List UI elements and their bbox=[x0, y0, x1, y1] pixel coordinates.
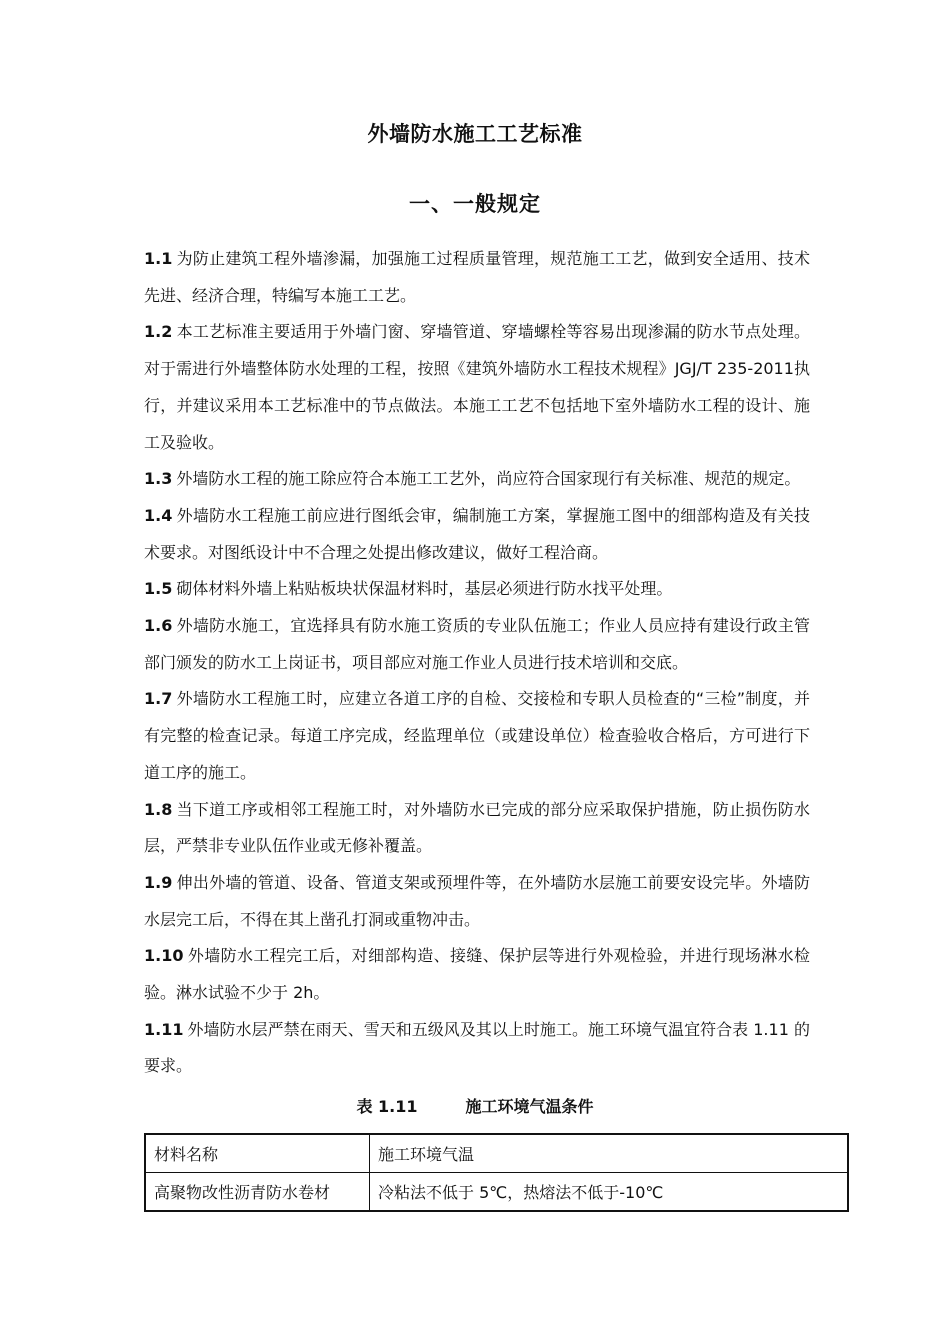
clause-number: 1.9 bbox=[144, 872, 173, 892]
clause-1-1 bbox=[144, 241, 810, 314]
clause-text: 外墙防水施工，宜选择具有防水施工资质的专业队伍施工；作业人员应持有建设行政主管部门颁发的防水工上岗证书，项目部应对施工作业人员进行技术培训和交底。 bbox=[144, 616, 810, 672]
document-title: 外墙防水施工工艺标准 bbox=[367, 122, 583, 146]
table-header-cell: 施工环境气温 bbox=[370, 1134, 849, 1173]
clause-number: 1.10 bbox=[144, 946, 184, 966]
clause-text: 伸出外墙的管道、设备、管道支架或预埋件等，在外墙防水层施工前要安设完毕。外墙防水层完工后，不得在其上凿孔打洞或重物冲击。 bbox=[144, 872, 810, 929]
construction-temperature-table bbox=[144, 1133, 849, 1212]
clause-number: 1.7 bbox=[144, 689, 173, 709]
table-caption bbox=[0, 1094, 950, 1117]
clause-1-7 bbox=[144, 681, 810, 791]
clause-1-9 bbox=[144, 865, 810, 938]
clause-text: 外墙防水工程施工前应进行图纸会审，编制施工方案，掌握施工图中的细部构造及有关技术要求。对图纸设计中不合理之处提出修改建议，做好工程洽商。 bbox=[144, 505, 810, 562]
clause-text: 外墙防水工程完工后，对细部构造、接缝、保护层等进行外观检验，并进行现场淋水检验。淋水试验不少于 2h。 bbox=[144, 946, 810, 1003]
table-caption-number: 表 1.11 bbox=[356, 1097, 418, 1116]
table-caption-title: 施工环境气温条件 bbox=[465, 1097, 594, 1116]
table-cell: 高聚物改性沥青防水卷材 bbox=[145, 1173, 370, 1212]
clause-1-10 bbox=[144, 938, 810, 1011]
clause-number: 1.5 bbox=[144, 579, 173, 599]
clause-1-6 bbox=[144, 608, 810, 681]
clause-text: 当下道工序或相邻工程施工时，对外墙防水已完成的部分应采取保护措施，防止损伤防水层，严禁非专业队伍作业或无修补覆盖。 bbox=[144, 799, 810, 856]
table-cell: 冷粘法不低于 5℃，热熔法不低于-10℃ bbox=[370, 1173, 849, 1212]
clause-text: 外墙防水工程的施工除应符合本施工工艺外，尚应符合国家现行有关标准、规范的规定。 bbox=[176, 469, 801, 489]
clause-list bbox=[144, 241, 810, 1085]
clause-text: 本工艺标准主要适用于外墙门窗、穿墙管道、穿墙螺栓等容易出现渗漏的防水节点处理。对于需进行外墙整体防水处理的工程，按照《建筑外墙防水工程技术规程》JGJ/T 235-2011执行，并建议采用本工艺标准中的节点做法。本施工工艺不包括地下室外墙防水工程的设计、施工及验收。 bbox=[144, 322, 810, 452]
clause-number: 1.11 bbox=[144, 1019, 184, 1039]
clause-text: 砌体材料外墙上粘贴板块状保温材料时，基层必须进行防水找平处理。 bbox=[176, 579, 673, 599]
clause-number: 1.3 bbox=[144, 469, 173, 489]
clause-1-8 bbox=[144, 792, 810, 865]
clause-text: 为防止建筑工程外墙渗漏，加强施工过程质量管理，规范施工工艺，做到安全适用、技术先进、经济合理，特编写本施工工艺。 bbox=[144, 249, 810, 305]
table-row bbox=[145, 1173, 848, 1212]
clause-number: 1.1 bbox=[144, 249, 173, 268]
clause-number: 1.8 bbox=[144, 799, 173, 819]
clause-text: 外墙防水层严禁在雨天、雪天和五级风及其以上时施工。施工环境气温宜符合表 1.11 的要求。 bbox=[144, 1019, 810, 1076]
table-header-row bbox=[145, 1134, 848, 1173]
table-header-cell: 材料名称 bbox=[145, 1134, 370, 1173]
clause-1-2 bbox=[144, 314, 810, 461]
clause-1-3 bbox=[144, 461, 810, 498]
clause-1-11 bbox=[144, 1012, 810, 1085]
clause-1-5 bbox=[144, 571, 810, 608]
clause-number: 1.4 bbox=[144, 505, 173, 525]
clause-number: 1.2 bbox=[144, 322, 173, 342]
clause-number: 1.6 bbox=[144, 616, 173, 636]
clause-1-4 bbox=[144, 498, 810, 571]
section-title: 一、一般规定 bbox=[409, 192, 541, 216]
clause-text: 外墙防水工程施工时，应建立各道工序的自检、交接检和专职人员检查的“三检”制度，并有完整的检查记录。每道工序完成，经监理单位（或建设单位）检查验收合格后，方可进行下道工序的施工。 bbox=[144, 689, 810, 782]
